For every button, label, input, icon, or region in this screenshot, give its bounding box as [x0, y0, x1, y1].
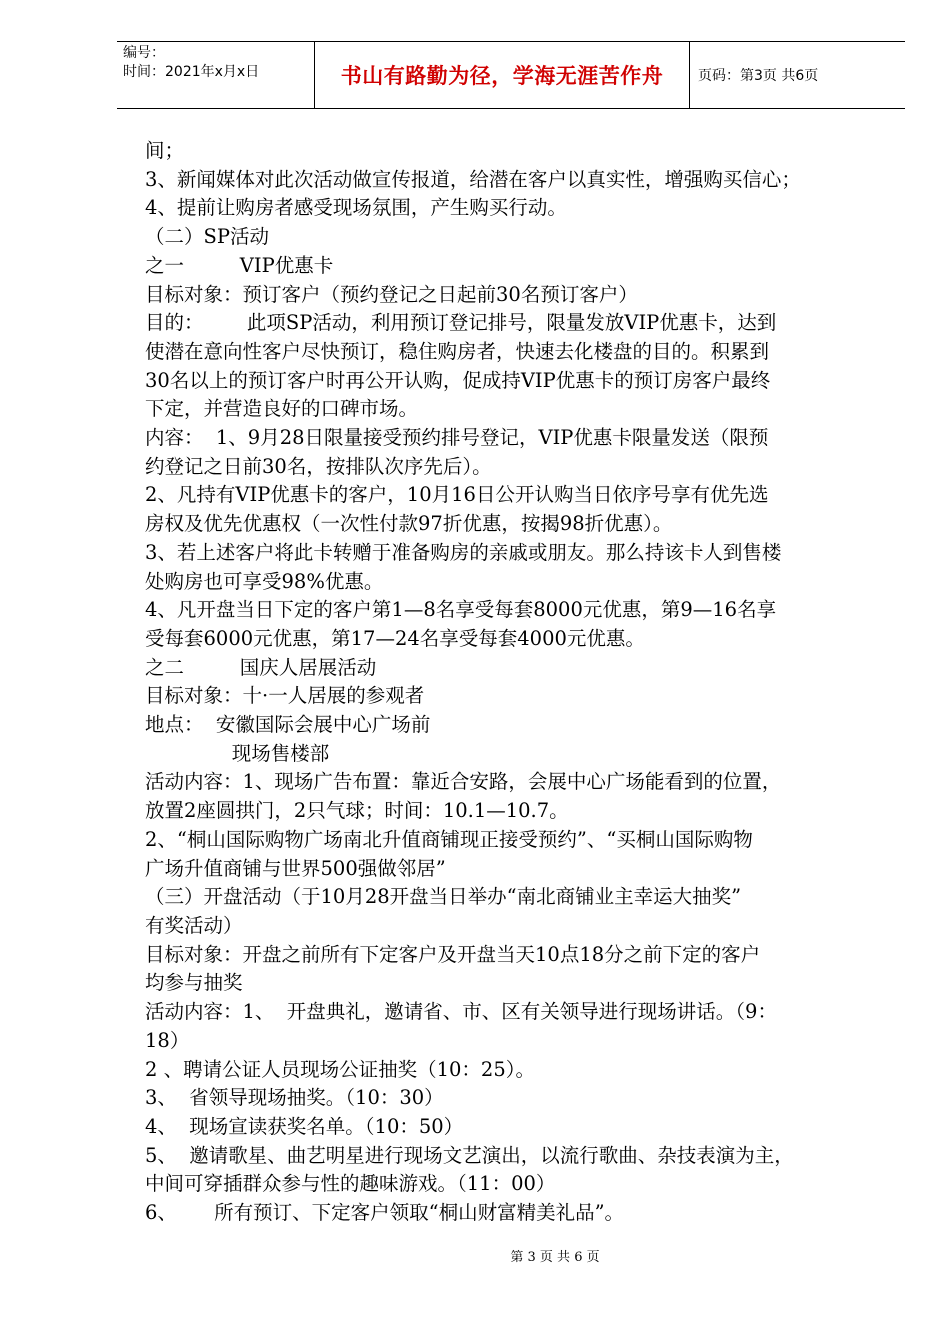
body-line: 目标对象：十·一人居展的参观者: [145, 684, 425, 708]
body-line: 之二 国庆人居展活动: [145, 655, 377, 679]
body-line: （二）SP活动: [145, 225, 269, 249]
body-line: 3、新闻媒体对此次活动做宣传报道，给潜在客户以真实性，增强购买信心；: [145, 167, 801, 191]
body-line: 活动内容：1、 开盘典礼，邀请省、市、区有关领导进行现场讲话。（9：: [145, 1000, 777, 1024]
page-header: [117, 41, 905, 109]
body-line: 3、 省领导现场抽奖。（10：30）: [145, 1086, 444, 1110]
body-line: 间；: [145, 139, 185, 162]
header-meta: [117, 42, 315, 108]
body-line: 5、 邀请歌星、曲艺明星进行现场文艺演出，以流行歌曲、杂技表演为主，: [145, 1143, 794, 1167]
body-line: 目标对象：开盘之前所有下定客户及开盘当天10点18分之前下定的客户: [145, 942, 761, 966]
body-line: 3、若上述客户将此卡转赠于准备购房的亲戚或朋友。那么持该卡人到售楼: [145, 540, 782, 564]
document-body: [145, 137, 875, 1228]
body-line: 2、凡持有VIP优惠卡的客户，10月16日公开认购当日依序号享有优先选: [145, 483, 769, 507]
body-line: 中间可穿插群众参与性的趣味游戏。（11：00）: [145, 1172, 556, 1196]
body-line: 约登记之日前30名，按排队次序先后）。: [145, 454, 492, 478]
body-line: 处购房也可享受98%优惠。: [145, 569, 384, 593]
body-line: 目的： 此项SP活动，利用预订登记排号，限量发放VIP优惠卡，达到: [145, 311, 777, 335]
body-line: 2 、聘请公证人员现场公证抽奖（10：25）。: [145, 1057, 535, 1081]
body-line: 18）: [145, 1028, 190, 1052]
number-label: 编号：: [123, 45, 165, 61]
body-line: 下定，并营造良好的口碑市场。: [145, 397, 419, 421]
page-footer: 第 3 页 共 6 页: [510, 1250, 600, 1265]
body-line: （三）开盘活动（于10月28开盘当日举办“南北商铺业主幸运大抽奖”: [145, 885, 742, 909]
body-line: 4、提前让购房者感受现场氛围，产生购买行动。: [145, 196, 567, 220]
body-line: 现场售楼部: [145, 741, 330, 765]
body-line: 内容： 1、9月28日限量接受预约排号登记，VIP优惠卡限量发送（限预: [145, 426, 769, 450]
body-line: 有奖活动）: [145, 913, 243, 937]
body-line: 放置2座圆拱门，2只气球；时间：10.1—10.7。: [145, 799, 569, 823]
body-line: 广场升值商铺与世界500强做邻居”: [145, 856, 446, 880]
body-line: 2、“桐山国际购物广场南北升值商铺现正接受预约”、“买桐山国际购物: [145, 827, 753, 851]
header-page-info: 页码：第3页 共6页: [698, 68, 819, 84]
body-line: 目标对象：预订客户（预约登记之日起前30名预订客户）: [145, 282, 638, 306]
time-label: 时间：2021年x月x日: [123, 64, 260, 80]
body-line: 之一 VIP优惠卡: [145, 253, 334, 277]
body-line: 4、凡开盘当日下定的客户第1—8名享受每套8000元优惠，第9—16名享: [145, 598, 777, 622]
body-line: 活动内容：1、现场广告布置：靠近合安路，会展中心广场能看到的位置，: [145, 770, 782, 794]
body-line: 使潜在意向性客户尽快预订，稳住购房者，快速去化楼盘的目的。积累到: [145, 339, 770, 363]
body-line: 受每套6000元优惠，第17—24名享受每套4000元优惠。: [145, 626, 645, 650]
body-line: 房权及优先优惠权（一次性付款97折优惠，按揭98折优惠）。: [145, 512, 673, 536]
header-motto: 书山有路勤为径，学海无涯苦作舟: [315, 42, 690, 108]
body-line: 30名以上的预订客户时再公开认购，促成持VIP优惠卡的预订房客户最终: [145, 368, 771, 392]
body-line: 4、 现场宣读获奖名单。（10：50）: [145, 1114, 464, 1138]
body-line: 均参与抽奖: [145, 971, 243, 995]
body-line: 地点： 安徽国际会展中心广场前: [145, 713, 431, 737]
body-line: 6、 所有预订、下定客户领取“桐山财富精美礼品”。: [145, 1201, 625, 1225]
